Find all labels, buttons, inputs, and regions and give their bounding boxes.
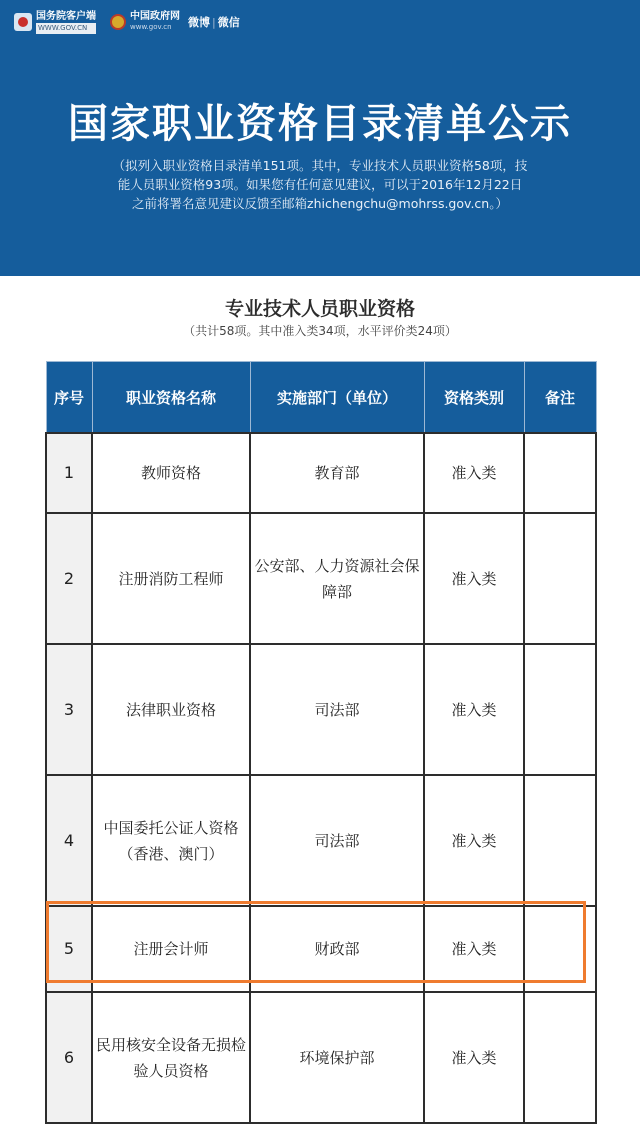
cell-seq: 1 [46, 433, 92, 513]
cell-dept: 环境保护部 [250, 992, 424, 1123]
weibo-link[interactable]: 微博 [188, 16, 210, 29]
cell-name: 注册会计师 [92, 906, 250, 992]
table-header-row [46, 362, 596, 434]
cell-type: 准入类 [424, 992, 524, 1123]
cell-dept: 司法部 [250, 775, 424, 906]
cell-name: 法律职业资格 [92, 644, 250, 775]
cell-type: 准入类 [424, 775, 524, 906]
gov-site-block [130, 12, 180, 32]
section-subtitle: （共计58项。其中准入类34项，水平评价类24项） [183, 324, 457, 338]
cell-name: 中国委托公证人资格（香港、澳门） [92, 775, 250, 906]
social-links [188, 14, 240, 30]
col-header-dept: 实施部门（单位） [250, 362, 424, 434]
cell-note [524, 992, 596, 1123]
social-separator: | [212, 16, 216, 29]
section-title: 专业技术人员职业资格 [224, 298, 415, 320]
cell-seq: 5 [46, 906, 92, 992]
header-banner [0, 0, 640, 276]
cell-dept: 公安部、人力资源社会保障部 [250, 513, 424, 644]
table-row [46, 775, 596, 906]
cell-note [524, 644, 596, 775]
page-title: 国家职业资格目录清单公示 [68, 101, 572, 147]
desc-line-2: 能人员职业资格93项。如果您有任何意见建议，可以于2016年12月22日 [117, 177, 523, 192]
qualification-table [45, 361, 597, 1124]
table-row [46, 644, 596, 775]
cell-note [524, 906, 596, 992]
brand-url: WWW.GOV.CN [36, 23, 96, 34]
cell-seq: 6 [46, 992, 92, 1123]
cell-type: 准入类 [424, 513, 524, 644]
announcement-description [100, 156, 540, 213]
cell-dept: 财政部 [250, 906, 424, 992]
cell-name: 注册消防工程师 [92, 513, 250, 644]
weixin-link[interactable]: 微信 [217, 16, 240, 29]
cell-note [524, 513, 596, 644]
cell-note [524, 433, 596, 513]
cell-type: 准入类 [424, 433, 524, 513]
cell-type: 准入类 [424, 906, 524, 992]
col-header-type: 资格类别 [424, 362, 524, 434]
cell-name: 民用核安全设备无损检验人员资格 [92, 992, 250, 1123]
cell-seq: 2 [46, 513, 92, 644]
cell-type: 准入类 [424, 644, 524, 775]
table-row [46, 992, 596, 1123]
table-row [46, 433, 596, 513]
top-bar [14, 10, 240, 34]
brand-name: 国务院客户端 [36, 10, 96, 22]
gov-site-name: 中国政府网 [130, 11, 180, 22]
cell-note [524, 775, 596, 906]
cell-seq: 3 [46, 644, 92, 775]
desc-line-3: 之前将署名意见建议反馈至邮箱zhichengchu@mohrss.gov.cn。） [132, 196, 508, 211]
table-row [46, 513, 596, 644]
desc-line-1: （拟列入职业资格目录清单151项。其中，专业技术人员职业资格58项，技 [112, 158, 528, 173]
table-row [46, 906, 596, 992]
col-header-name: 职业资格名称 [92, 362, 250, 434]
cell-dept: 教育部 [250, 433, 424, 513]
national-emblem-icon [110, 14, 126, 30]
cell-dept: 司法部 [250, 644, 424, 775]
col-header-seq: 序号 [46, 362, 92, 434]
gov-site-url: www.gov.cn [130, 23, 172, 31]
gov-app-logo-icon [14, 13, 32, 31]
cell-seq: 4 [46, 775, 92, 906]
col-header-note: 备注 [524, 362, 596, 434]
brand-block [36, 11, 96, 34]
cell-name: 教师资格 [92, 433, 250, 513]
